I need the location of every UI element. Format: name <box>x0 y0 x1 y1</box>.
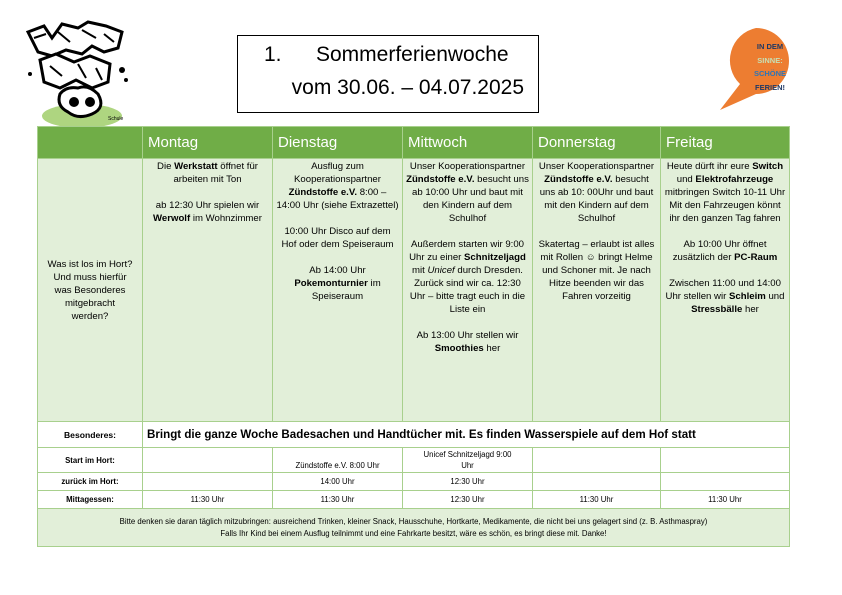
tuesday-cell: Ausflug zum Kooperationspartner Zündstoffe e.V. 8:00 – 14:00 Uhr (siehe Extrazettel) 10:00 Uhr Disco auf dem Hof oder dem Speiseraum Ab 14:00 Uhr Pokemonturnier im Speiseraum <box>273 159 403 422</box>
week-number: 1. <box>264 43 282 66</box>
bubble-line-4: FERIEN! <box>755 82 785 92</box>
back-label: zurück im Hort: <box>38 473 143 491</box>
start-label: Start im Hort: <box>38 448 143 473</box>
week-title: Sommerferienwoche <box>316 43 509 66</box>
bubble-line-3: SCHÖNE <box>753 69 787 78</box>
start-tuesday: Zündstoffe e.V. 8:00 Uhr <box>273 448 403 473</box>
day-header-thursday: Donnerstag <box>533 127 661 159</box>
lunch-wednesday: 12:30 Uhr <box>403 491 533 509</box>
lunch-row <box>38 491 790 509</box>
start-wednesday: Unicef Schnitzeljagd 9:00 Uhr <box>403 448 533 473</box>
day-header-friday: Freitag <box>661 127 790 159</box>
day-header-wednesday: Mittwoch <box>403 127 533 159</box>
back-row <box>38 473 790 491</box>
day-header-tuesday: Dienstag <box>273 127 403 159</box>
besonderes-row <box>38 422 790 448</box>
bubble-text <box>736 40 804 94</box>
question-cell: Was ist los im Hort? Und muss hierfür was Besonderes mitgebracht werden? <box>38 159 143 422</box>
monday-cell: Die Werkstatt öffnet für arbeiten mit Ton ab 12:30 Uhr spielen wir Werwolf im Wohnzimmer <box>143 159 273 422</box>
svg-text:Schule: Schule <box>108 116 124 122</box>
day-header-monday: Montag <box>143 127 273 159</box>
activities-row <box>38 159 790 422</box>
header-row <box>38 127 790 159</box>
schedule-table <box>37 126 790 547</box>
lunch-label: Mittagessen: <box>38 491 143 509</box>
back-wednesday: 12:30 Uhr <box>403 473 533 491</box>
bubble-line-2: SINNE: <box>757 55 783 65</box>
start-thursday <box>533 448 661 473</box>
start-row <box>38 448 790 473</box>
lunch-thursday: 11:30 Uhr <box>533 491 661 509</box>
lunch-tuesday: 11:30 Uhr <box>273 491 403 509</box>
graffiti-logo-icon <box>28 22 128 128</box>
lunch-monday: 11:30 Uhr <box>143 491 273 509</box>
hort-logo <box>22 18 130 130</box>
back-friday <box>661 473 790 491</box>
wednesday-cell: Unser Kooperationspartner Zündstoffe e.V. besucht uns ab 10:00 Uhr und baut mit den Kindern auf dem Schulhof Außerdem starten wir 9:00 Uhr zu einer Schnitzeljagd mit Unicef durch Dresden. Zurück sind wir ca. 12:30 Uhr – bitte tragt euch in die Liste ein Ab 13:00 Uhr stellen wir Smoothies her <box>403 159 533 422</box>
back-monday <box>143 473 273 491</box>
note-bring: Bitte denken sie daran täglich mitzubringen: ausreichend Trinken, kleiner Snack, Hausschuhe, Hortkarte, Medikamente, die nicht bei uns gelagert sind (z. B. Asthmaspray) <box>119 517 708 526</box>
besonderes-label: Besonderes: <box>38 422 143 448</box>
bubble-line-1: IN DEM <box>756 42 784 51</box>
thursday-cell: Unser Kooperationspartner Zündstoffe e.V. besucht uns ab 10: 00Uhr und baut mit den Kindern auf dem Schulhof Skatertag – erlaubt ist alles mit Rollen ☺ bringt Helme und Schoner mit. Je nach Hitze beenden wir das Fahren vorzeitig <box>533 159 661 422</box>
start-monday <box>143 448 273 473</box>
title-line-2: vom 30.06. – 04.07.2025 <box>291 76 524 99</box>
note-ticket: Falls Ihr Kind bei einem Ausflug teilnimmt und eine Fahrkarte besitzt, wäre es schön, es bringt diese mit. Danke! <box>220 528 607 538</box>
notes-cell <box>38 509 790 547</box>
back-thursday <box>533 473 661 491</box>
title-line-1 <box>264 43 524 67</box>
besonderes-text: Bringt die ganze Woche Badesachen und Handtücher mit. Es finden Wasserspiele auf dem Hof statt <box>143 422 790 448</box>
notes-row <box>38 509 790 547</box>
friday-cell: Heute dürft ihr eure Switch und Elektrofahrzeuge mitbringen Switch 10-11 Uhr Mit den Fahrzeugen könnt ihr den ganzen Tag fahren Ab 10:00 Uhr öffnet zusätzlich der PC-Raum Zwischen 11:00 und 14:00 Uhr stellen wir Schleim und Stressbälle her <box>661 159 790 422</box>
header-corner <box>38 127 143 159</box>
lunch-friday: 11:30 Uhr <box>661 491 790 509</box>
back-tuesday: 14:00 Uhr <box>273 473 403 491</box>
title-box <box>237 35 539 113</box>
start-friday <box>661 448 790 473</box>
